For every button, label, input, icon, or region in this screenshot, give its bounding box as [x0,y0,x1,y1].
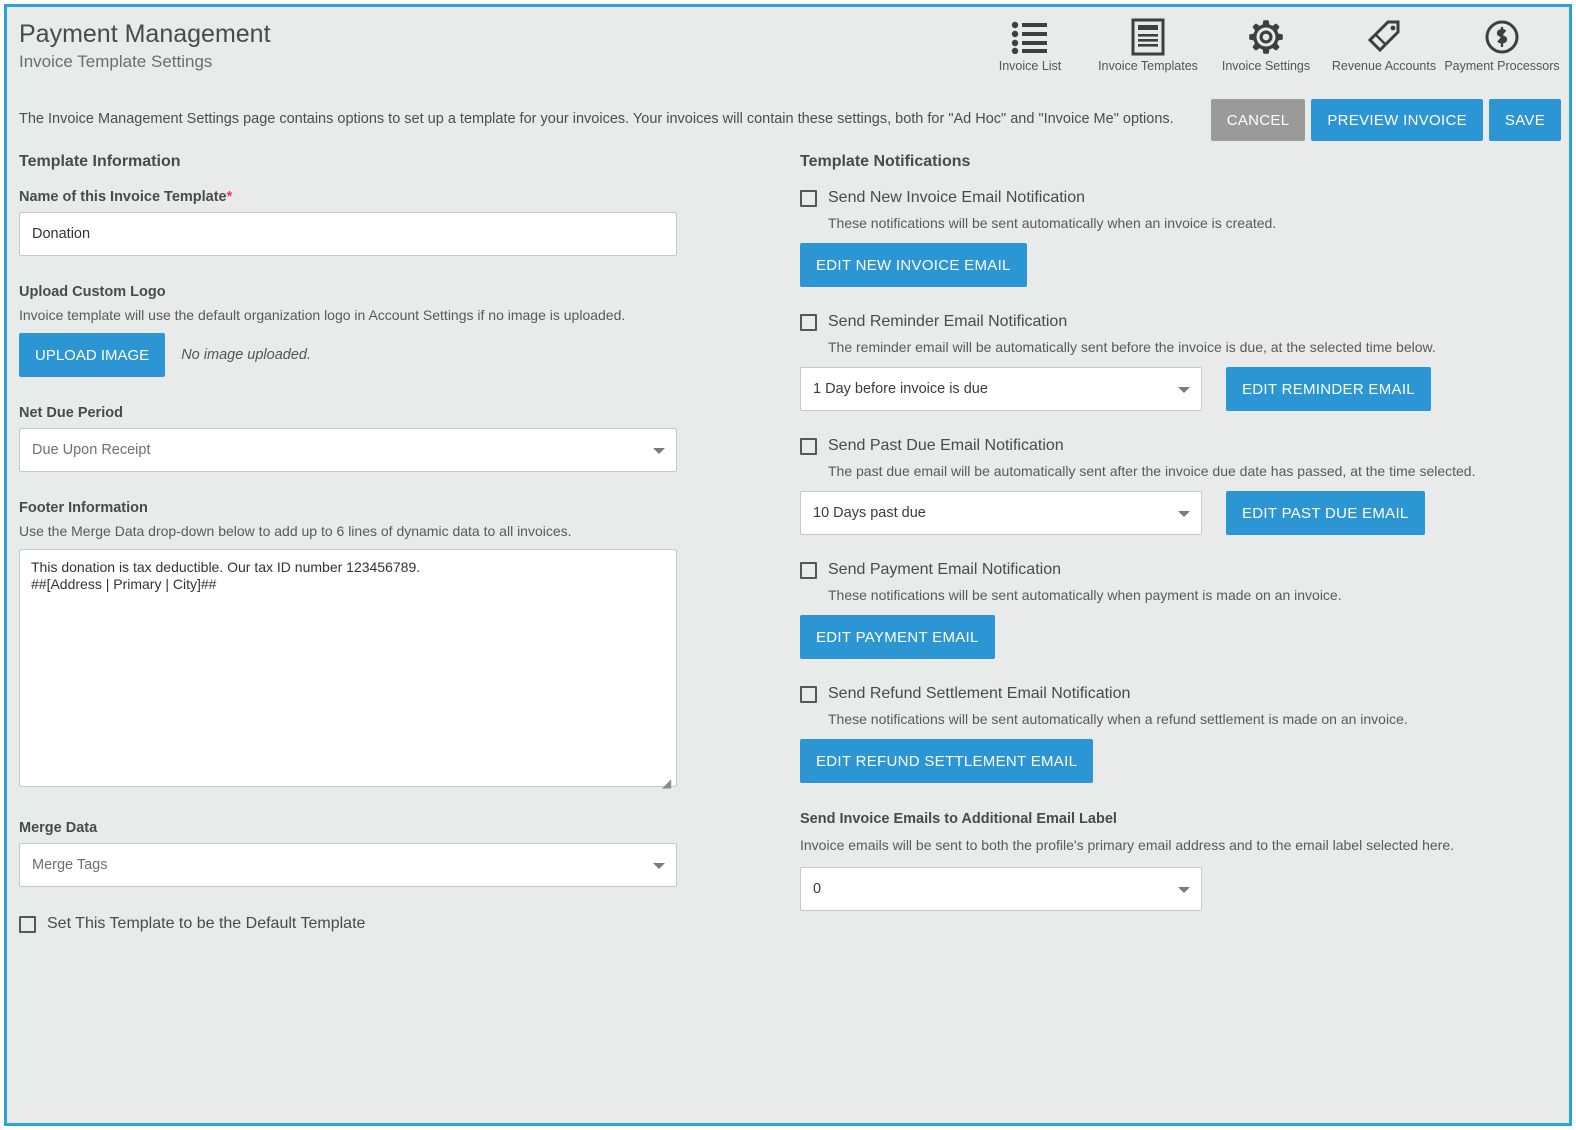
upload-image-button[interactable]: UPLOAD IMAGE [19,333,165,377]
chevron-down-icon [1178,511,1190,517]
new-invoice-label: Send New Invoice Email Notification [828,189,1086,206]
action-buttons [1211,99,1561,141]
chevron-down-icon [653,863,665,869]
net-due-period-label: Net Due Period [19,405,123,421]
intro-text: The Invoice Management Settings page contains options to set up a template for your invoices. Your invoices will contain these settings, both for "Ad Hoc" and "Invoice Me" options. [19,111,1174,127]
cancel-button[interactable]: CANCEL [1211,99,1306,141]
chevron-down-icon [653,448,665,454]
default-template-checkbox[interactable] [19,916,36,933]
reminder-timing-value: 1 Day before invoice is due [800,367,1202,411]
nav-label: Invoice List [998,59,1062,73]
intro-row [7,95,1569,153]
refund-checkbox[interactable] [800,686,817,703]
list-icon [971,15,1089,59]
edit-past-due-email-button[interactable]: EDIT PAST DUE EMAIL [1226,491,1425,535]
refresh-dollar-icon [1443,15,1561,59]
template-information-panel [19,153,719,933]
edit-new-invoice-email-button[interactable]: EDIT NEW INVOICE EMAIL [800,243,1027,287]
nav-item-invoice-settings[interactable] [1207,15,1325,73]
nav-label: Invoice Settings [1221,59,1311,73]
title-block [19,19,271,73]
required-marker: * [226,189,233,205]
app-content [7,7,1569,1123]
past-due-checkbox-row[interactable] [800,437,1540,455]
nav-label: Revenue Accounts [1331,59,1437,73]
default-template-checkbox-row[interactable] [19,915,719,933]
template-notifications-panel [800,153,1540,911]
edit-reminder-email-button[interactable]: EDIT REMINDER EMAIL [1226,367,1431,411]
payment-label: Send Payment Email Notification [828,561,1061,578]
gear-icon [1207,15,1325,59]
upload-row [19,333,719,377]
past-due-controls [800,491,1540,535]
nav-item-invoice-list[interactable] [971,15,1089,73]
nav-item-payment-processors[interactable] [1443,15,1561,73]
document-icon [1089,15,1207,59]
page-subtitle: Invoice Template Settings [19,52,213,71]
chevron-down-icon [1178,387,1190,393]
new-invoice-checkbox-row[interactable] [800,189,1540,207]
nav-item-revenue-accounts[interactable] [1325,15,1443,73]
net-due-period-value: Due Upon Receipt [19,428,677,472]
notification-past-due [800,437,1540,535]
additional-email-block [800,811,1540,911]
footer-information-textarea[interactable] [19,549,677,790]
additional-email-note: Invoice emails will be sent to both the profile's primary email address and to the email label selected here. [800,837,1455,853]
merge-data-select[interactable] [19,843,677,887]
additional-email-select[interactable] [800,867,1202,911]
no-image-text: No image uploaded. [181,347,311,363]
merge-data-value: Merge Tags [19,843,677,887]
page-title: Payment Management [19,20,271,48]
past-due-note: The past due email will be automatically sent after the invoice due date has passed, at the time selected. [828,463,1476,479]
upload-logo-help: Invoice template will use the default organization logo in Account Settings if no image is uploaded. [19,307,626,323]
template-name-label [19,189,719,205]
nav-label: Invoice Templates [1098,59,1198,73]
footer-information-label: Footer Information [19,500,148,516]
template-name-input[interactable] [19,212,677,256]
resize-handle[interactable]: ◢ [662,776,672,790]
tag-icon [1325,15,1443,59]
edit-refund-settlement-email-button[interactable]: EDIT REFUND SETTLEMENT EMAIL [800,739,1093,783]
new-invoice-checkbox[interactable] [800,190,817,207]
save-button[interactable]: SAVE [1489,99,1561,141]
upload-logo-label: Upload Custom Logo [19,284,166,300]
payment-checkbox[interactable] [800,562,817,579]
footer-information-help: Use the Merge Data drop-down below to add up to 6 lines of dynamic data to all invoices. [19,523,572,539]
additional-email-value: 0 [800,867,1202,911]
payment-note: These notifications will be sent automatically when payment is made on an invoice. [828,587,1342,603]
reminder-controls [800,367,1540,411]
edit-payment-email-button[interactable]: EDIT PAYMENT EMAIL [800,615,995,659]
past-due-checkbox[interactable] [800,438,817,455]
notification-payment [800,561,1540,659]
preview-invoice-button[interactable]: PREVIEW INVOICE [1311,99,1483,141]
nav-item-invoice-templates[interactable] [1089,15,1207,73]
merge-data-label: Merge Data [19,820,98,836]
past-due-timing-value: 10 Days past due [800,491,1202,535]
new-invoice-note: These notifications will be sent automatically when an invoice is created. [828,215,1277,231]
template-name-label-text: Name of this Invoice Template [19,189,227,205]
reminder-timing-select[interactable] [800,367,1202,411]
refund-note: These notifications will be sent automatically when a refund settlement is made on an invoice. [828,711,1408,727]
template-information-title: Template Information [19,153,181,170]
footer-textarea-wrap [19,549,677,792]
nav-label: Payment Processors [1444,59,1560,73]
notification-reminder [800,313,1540,411]
past-due-timing-select[interactable] [800,491,1202,535]
additional-email-label: Send Invoice Emails to Additional Email Label [800,811,1117,827]
top-nav [971,15,1561,73]
reminder-checkbox-row[interactable] [800,313,1540,331]
notification-new-invoice [800,189,1540,287]
template-notifications-title: Template Notifications [800,153,971,170]
reminder-note: The reminder email will be automatically sent before the invoice is due, at the selected time below. [828,339,1436,355]
app-window [4,4,1572,1126]
refund-label: Send Refund Settlement Email Notification [828,685,1131,702]
reminder-checkbox[interactable] [800,314,817,331]
page-header [7,7,1569,95]
net-due-period-select[interactable] [19,428,677,472]
notification-refund-settlement [800,685,1540,783]
past-due-label: Send Past Due Email Notification [828,437,1064,454]
refund-checkbox-row[interactable] [800,685,1540,703]
reminder-label: Send Reminder Email Notification [828,313,1068,330]
default-template-label: Set This Template to be the Default Template [47,915,366,932]
chevron-down-icon [1178,887,1190,893]
payment-checkbox-row[interactable] [800,561,1540,579]
